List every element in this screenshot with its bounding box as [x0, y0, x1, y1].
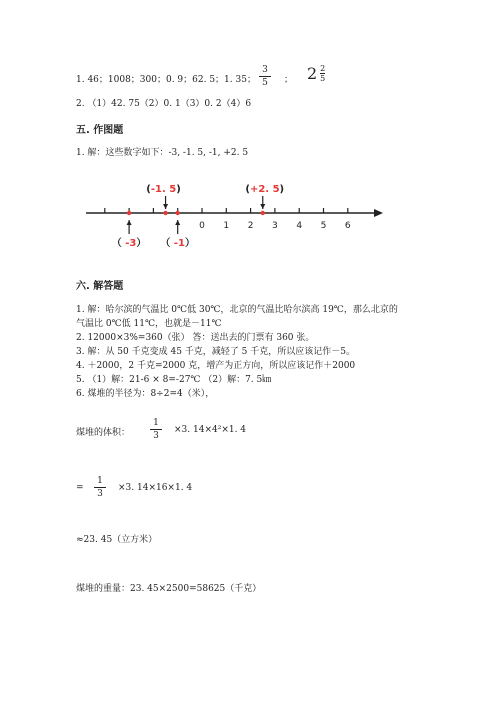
section5-answer: 1. 解：这些数字如下：-3, -1. 5, -1, +2. 5 [76, 148, 249, 158]
fraction-denominator: 5 [262, 78, 268, 88]
volume-label: 煤堆的体积： [76, 428, 131, 438]
tick-label: 5 [320, 221, 327, 231]
section-heading-drawing: 五. 作图题 [76, 125, 124, 136]
volume-result: ≈23. 45（立方米） [76, 535, 158, 545]
fraction-one-third-a [150, 418, 162, 441]
separator: ； [284, 75, 294, 85]
fraction-three-fifths [259, 65, 271, 88]
answer-line-2: 2. （1）42. 75（2）0. 1（3）0. 2（4）6 [76, 99, 252, 109]
pointer-arrowhead [260, 204, 265, 209]
equals-sign: = [76, 483, 84, 493]
fraction-numerator: 1 [153, 418, 159, 428]
solution-line: 5. （1）解：21-6 × 8=-27℃ （2）解：7. 5㎞ [76, 375, 272, 385]
fraction-numerator: 1 [97, 476, 103, 486]
marked-point [127, 211, 131, 215]
number-line [80, 180, 390, 255]
marked-point [176, 211, 180, 215]
point-label: （ -1） [160, 238, 195, 249]
mixed-numerator: 2 [320, 64, 326, 73]
mixed-denominator: 5 [320, 74, 326, 83]
solution-line: 3. 解：从 50 千克变成 45 千克，减轻了 5 千克，所以应该记作－5。 [76, 347, 355, 357]
tick-label: 1 [223, 221, 230, 231]
point-label: (-1. 5) [146, 184, 181, 195]
pointer-arrowhead [163, 204, 168, 209]
tick-label: 0 [199, 221, 205, 231]
tick-label: 3 [272, 221, 278, 231]
marked-point [163, 211, 167, 215]
tick-label: 2 [247, 221, 254, 231]
marked-point [261, 211, 265, 215]
section-heading-solutions: 六. 解答题 [76, 281, 124, 292]
fraction-denominator: 3 [97, 489, 103, 499]
volume-expression-1: ×3. 14×4²×1. 4 [174, 425, 247, 435]
point-label: (+2. 5) [245, 184, 285, 195]
solution-line: 气温比 0℃低 11℃，也就是－11℃ [76, 319, 222, 329]
fraction-one-third-b [94, 476, 106, 499]
solution-line: 2. 12000×3%=360（张） 答：送出去的门票有 360 张。 [76, 333, 315, 343]
answer-line-1: 1. 46；1008；300；0. 9；62. 5；1. 35； [76, 75, 256, 85]
weight-result: 煤堆的重量：23. 45×2500=58625（千克） [76, 584, 262, 594]
number-line-arrow [374, 209, 383, 217]
mixed-number [307, 64, 325, 83]
tick-label: 4 [296, 221, 303, 231]
fraction-numerator: 3 [262, 65, 268, 75]
solution-line: 4. ＋2000，2 千克=2000 克，增产为正方向，所以应该记作＋2000 [76, 361, 356, 371]
volume-expression-2: ×3. 14×16×1. 4 [118, 483, 193, 493]
solution-line: 1. 解：哈尔滨的气温比 0℃低 30℃，北京的气温比哈尔滨高 19℃，那么北京的 [76, 305, 398, 315]
pointer-arrowhead [175, 220, 180, 225]
mixed-whole: 2 [307, 64, 318, 83]
solution-line: 6. 煤堆的半径为：8÷2=4（米）， [76, 389, 215, 399]
pointer-arrowhead [127, 220, 132, 225]
tick-label: 6 [344, 221, 351, 231]
point-label: （ -3） [111, 238, 147, 249]
fraction-denominator: 3 [153, 431, 159, 441]
